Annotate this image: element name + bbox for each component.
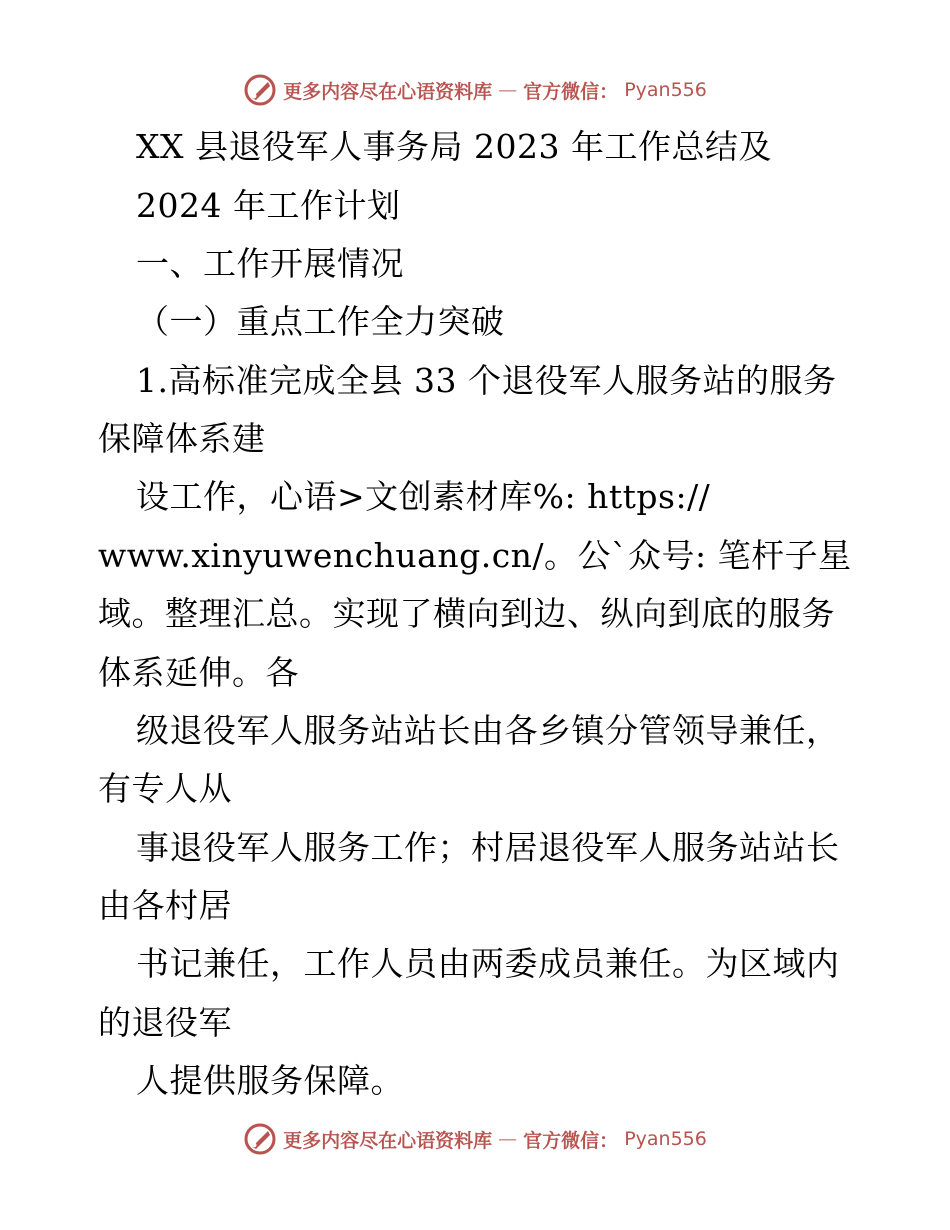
watermark-wechat-id: Pyan556 xyxy=(624,1128,707,1150)
watermark-banner-top xyxy=(0,70,950,110)
paragraph-line: 人提供服务保障。 xyxy=(136,1061,404,1100)
paragraph-line: 1.高标准完成全县 33 个退役军人服务站的服务 xyxy=(136,361,837,400)
paragraph-line: 级退役军人服务站站长由各乡镇分管领导兼任， xyxy=(136,711,840,750)
paragraph-line: 书记兼任，工作人员由两委成员兼任。为区域内 xyxy=(136,944,840,983)
paragraph-line: 保障体系建 xyxy=(98,419,266,458)
watermark-wechat-id: Pyan556 xyxy=(624,79,707,101)
paragraph-line: 有专人从 xyxy=(98,769,232,808)
paragraph-line: 的退役军 xyxy=(98,1003,232,1042)
document-title-line-2: 2024 年工作计划 xyxy=(136,186,401,225)
watermark-wechat-label: 官方微信： xyxy=(523,1129,619,1152)
subsection-heading: （一）重点工作全力突破 xyxy=(136,302,505,341)
watermark-banner-bottom xyxy=(0,1119,950,1159)
watermark-separator: — xyxy=(498,79,518,101)
paragraph-line: 体系延伸。各 xyxy=(98,653,299,692)
paragraph-line: 由各村居 xyxy=(98,886,232,925)
paragraph-line: 事退役军人服务工作；村居退役军人服务站站长 xyxy=(136,828,840,867)
feather-pen-seal-icon xyxy=(243,1122,277,1156)
feather-pen-seal-icon xyxy=(243,73,277,107)
paragraph-line: www.xinyuwenchuang.cn/。公`众号: 笔杆子星 xyxy=(98,536,852,575)
section-heading: 一、工作开展情况 xyxy=(136,244,404,283)
watermark-text: 更多内容尽在心语资料库 xyxy=(283,80,493,103)
watermark-wechat-label: 官方微信： xyxy=(523,80,619,103)
document-title-line-1: XX 县退役军人事务局 2023 年工作总结及 xyxy=(136,127,772,166)
watermark-text: 更多内容尽在心语资料库 xyxy=(283,1129,493,1152)
paragraph-line: 域。整理汇总。实现了横向到边、纵向到底的服务 xyxy=(98,594,835,633)
watermark-separator: — xyxy=(498,1128,518,1150)
paragraph-line: 设工作，心语>文创素材库%: https:// xyxy=(136,477,711,516)
